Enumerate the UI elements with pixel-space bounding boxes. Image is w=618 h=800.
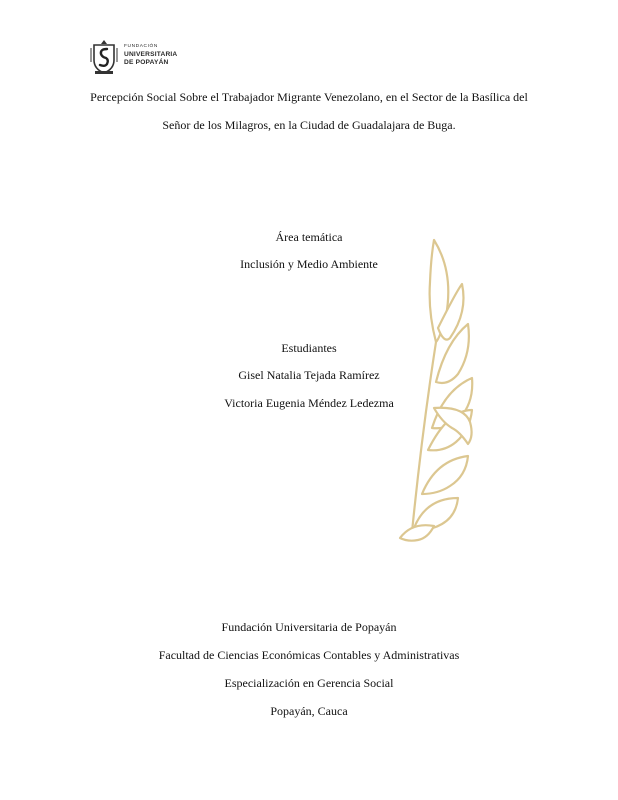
program-name: Especialización en Gerencia Social	[224, 676, 394, 690]
laurel-branch-icon	[398, 232, 478, 547]
institution-name: Fundación Universitaria de Popayán	[221, 620, 397, 634]
logo-text-fundacion: FUNDACIÓN	[124, 44, 158, 49]
fup-seal-icon	[86, 38, 122, 76]
logo-text-universitaria: UNIVERSITARIA	[124, 50, 178, 58]
students-label: Estudiantes	[281, 341, 337, 355]
title-line-2: Señor de los Milagros, en la Ciudad de Guadalajara de Buga.	[162, 118, 456, 132]
logo-text-popayan: DE POPAYÁN	[124, 58, 169, 66]
title-line-1: Percepción Social Sobre el Trabajador Migrante Venezolano, en el Sector de la Basílica del	[90, 90, 528, 104]
city-name: Popayán, Cauca	[270, 704, 348, 718]
student-name-1: Gisel Natalia Tejada Ramírez	[238, 368, 380, 382]
faculty-name: Facultad de Ciencias Económicas Contables y Administrativas	[158, 648, 460, 662]
area-value: Inclusión y Medio Ambiente	[240, 257, 378, 271]
area-label: Área temática	[275, 230, 343, 244]
institution-logo	[86, 38, 186, 76]
student-name-2: Victoria Eugenia Méndez Ledezma	[224, 396, 394, 410]
